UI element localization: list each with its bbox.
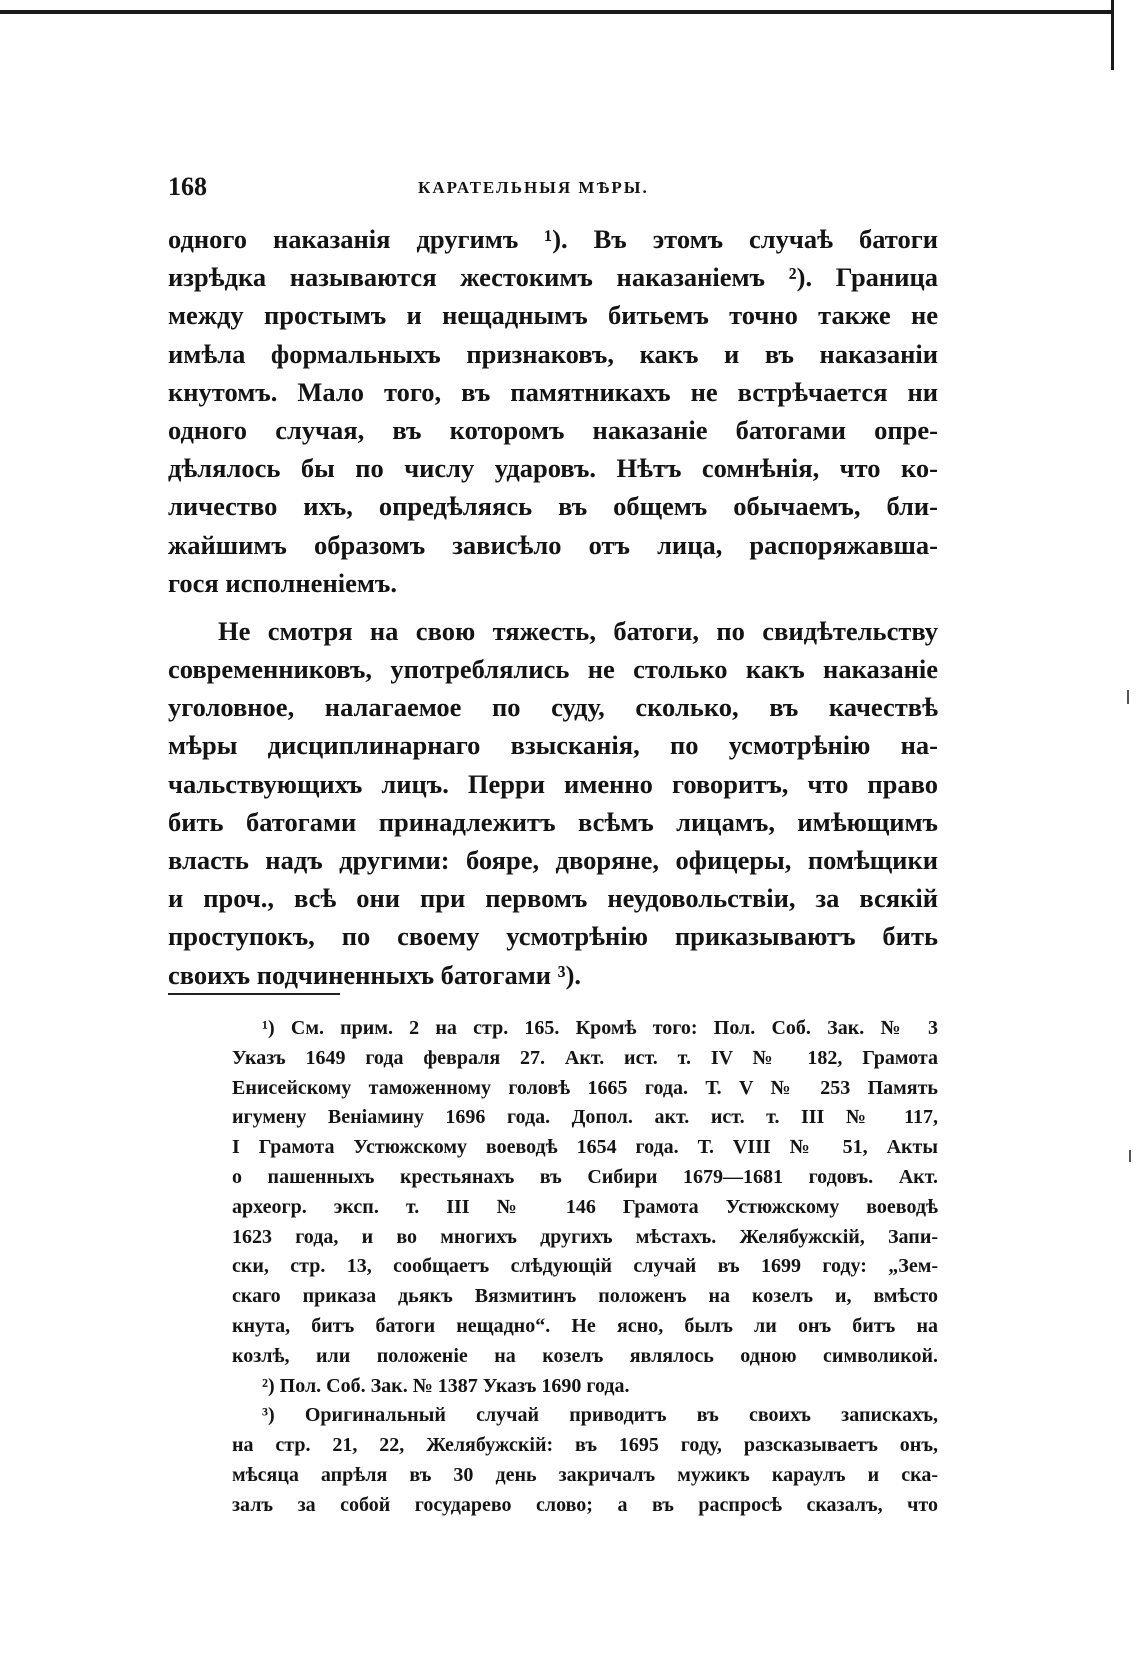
footnote-line: залъ за собой государево слово; а въ распросѣ сказалъ, что [232,1493,938,1516]
text-line: уголовное, налагаемое по суду, сколько, въ качествѣ [168,692,938,723]
text-line: жайшимъ образомъ зависѣло отъ лица, распоряжавша- [168,529,938,560]
paragraph [168,220,938,602]
footnote [232,1014,938,1372]
text-line: современниковъ, употреблялись не столько какъ наказаніе [168,654,938,685]
footnote-line: козлѣ, или положеніе на козелъ являлось одною символикой. [232,1344,938,1367]
footnote-line: ¹) См. прим. 2 на стр. 165. Кромѣ того: Пол. Соб. Зак. № 3 [262,1017,938,1039]
text-line: Не смотря на свою тяжесть, батоги, по свидѣтельству [218,615,938,646]
footnote-line: Указъ 1649 года февраля 27. Акт. ист. т. IV № 182, Грамота [232,1046,938,1069]
running-title: КАРАТЕЛЬНЫЯ МѢРЫ. [418,178,649,197]
text-line: одного наказанія другимъ ¹). Въ этомъ случаѣ батоги [168,224,938,254]
main-text [168,220,938,994]
text-line: чальствующихъ лицъ. Перри именно говоритъ, что право [168,768,938,799]
text-line: власть надъ другими: бояре, дворяне, офицеры, помѣщики [168,845,938,875]
footnote-line: о пашенныхъ крестьянахъ въ Сибири 1679—1681 годовъ. Акт. [232,1165,938,1188]
text-line: между простымъ и нещаднымъ битьемъ точно также не [168,300,938,331]
text-line: проступокъ, по своему усмотрѣнію приказываютъ бить [168,921,938,952]
text-line: мѣры дисциплинарнаго взысканія, по усмотрѣнію на- [168,730,938,761]
footnote-line: ²) Пол. Соб. Зак. № 1387 Указъ 1690 года. [262,1374,630,1397]
footnote [232,1372,938,1402]
footnote [232,1401,938,1520]
footnote-line: ³) Оригинальный случай приводитъ въ своихъ запискахъ, [262,1404,938,1427]
text-line: одного случая, въ которомъ наказаніе батогами опре- [168,414,938,445]
text-line: и проч., всѣ они при первомъ неудовольствіи, за всякій [168,883,938,914]
top-border-rule [0,10,1112,14]
footnote-line: игумену Веніамину 1696 года. Допол. акт. ист. т. III № 117, [232,1106,938,1129]
text-line: бить батогами принадлежитъ всѣмъ лицамъ, имѣющимъ [168,806,938,837]
footnotes [232,1014,938,1521]
text-line: имѣла формальныхъ признаковъ, какъ и въ наказаніи [168,338,938,369]
page-number: 168 [168,172,207,201]
footnote-line: мѣсяца апрѣля въ 30 день закричалъ мужикъ караулъ и ска- [232,1463,938,1486]
footnote-line: I Грамота Устюжскому воеводѣ 1654 года. Т. VIII № 51, Акты [232,1136,938,1159]
footnote-line: 1623 года, и во многихъ другихъ мѣстахъ. Желябужскій, Запи- [232,1225,938,1248]
text-line: своихъ подчиненныхъ батогами ³). [168,959,582,990]
text-line: гося исполненіемъ. [168,567,397,598]
footnote-line: археогр. эксп. т. III № 146 Грамота Устюжскому воеводѣ [232,1195,938,1218]
footnote-line: Енисейскому таможенному головѣ 1665 года. Т. V № 253 Память [232,1076,938,1099]
footnote-separator [168,993,340,995]
footnote-line: скаго приказа дьякъ Вязмитинъ положенъ на козелъ и, вмѣсто [232,1285,938,1308]
text-line: дѣлялось бы по числу ударовъ. Нѣтъ сомнѣнія, что ко- [168,453,938,484]
footnote-line: ски, стр. 13, сообщаетъ слѣдующій случай въ 1699 году: „Зем- [232,1255,938,1278]
text-line: личество ихъ, опредѣляясь въ общемъ обычаемъ, бли- [168,491,938,522]
margin-mark [1129,1150,1131,1162]
text-line: кнутомъ. Мало того, въ памятникахъ не встрѣчается ни [168,376,938,407]
margin-mark [1127,690,1129,704]
text-line: изрѣдка называются жестокимъ наказаніемъ ²). Граница [168,262,938,293]
top-border-corner [1111,0,1114,70]
footnote-line: на стр. 21, 22, Желябужскій: въ 1695 году, разсказываетъ онъ, [232,1434,938,1457]
footnote-line: кнута, битъ батоги нещадно“. Не ясно, былъ ли онъ битъ на [232,1314,938,1337]
paragraph [168,612,938,994]
page-header [168,172,938,202]
